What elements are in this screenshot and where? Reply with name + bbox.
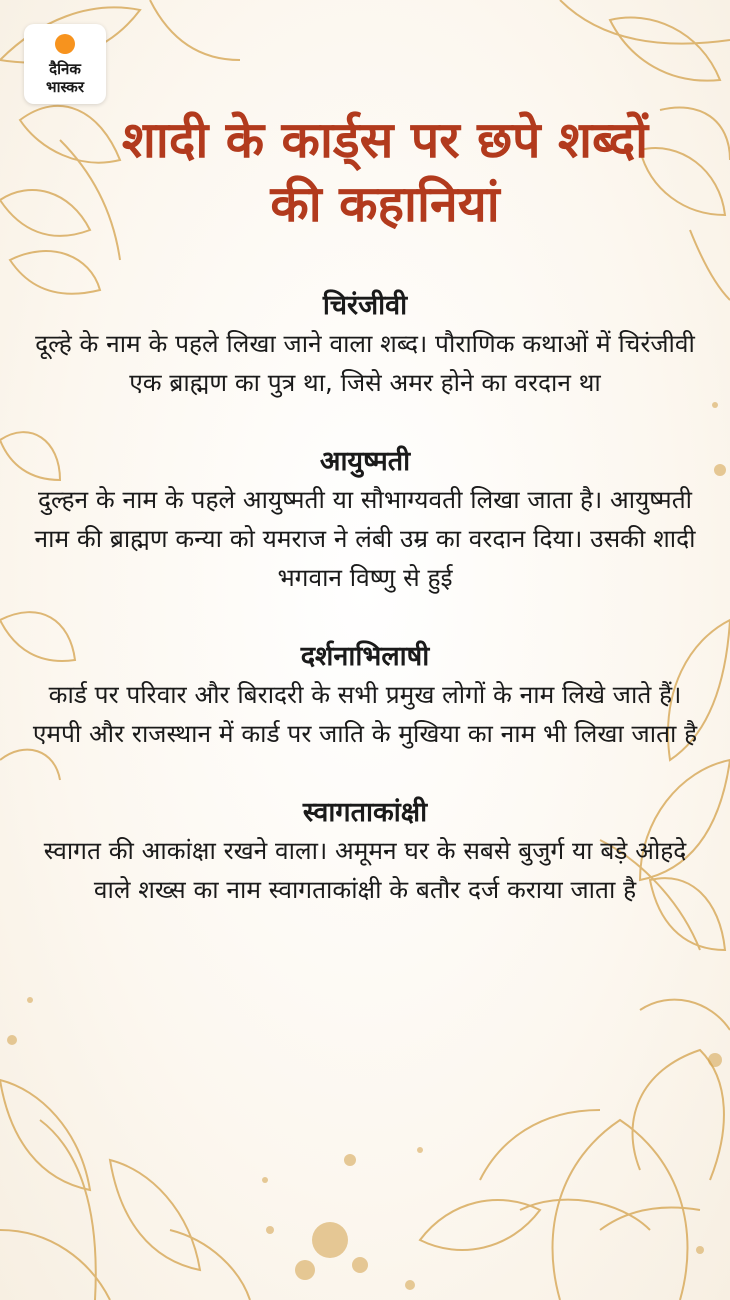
section-heading: चिरंजीवी bbox=[322, 290, 408, 321]
section-text: स्वागत की आकांक्षा रखने वाला। अमूमन घर के सबसे बुजुर्ग या बड़े ओहदे वाले शख्स का नाम स्वागताकांक्षी के बतौर दर्ज कराया जाता है bbox=[43, 836, 687, 904]
section-heading: स्वागताकांक्षी bbox=[302, 797, 428, 828]
dainik-bhaskar-logo bbox=[24, 24, 106, 104]
section-swagatakankshi bbox=[30, 795, 700, 909]
section-darshanabhilashi bbox=[30, 639, 700, 753]
page-title: शादी के कार्ड्स पर छपे शब्दों की कहानियां bbox=[121, 111, 649, 233]
section-text: कार्ड पर परिवार और बिरादरी के सभी प्रमुख लोगों के नाम लिखे जाते हैं। एमपी और राजस्थान में कार्ड पर जाति के मुखिया का नाम भी लिखा जाता है bbox=[32, 680, 698, 748]
section-heading: दर्शनाभिलाषी bbox=[300, 641, 430, 672]
logo-text-line2: भास्कर bbox=[46, 78, 84, 96]
logo-text-line1: दैनिक bbox=[49, 60, 81, 78]
section-heading: आयुष्मती bbox=[319, 446, 411, 477]
section-chiranjeevi bbox=[30, 288, 700, 402]
sun-icon bbox=[55, 34, 75, 54]
section-text: दूल्हे के नाम के पहले लिखा जाने वाला शब्द। पौराणिक कथाओं में चिरंजीवी एक ब्राह्मण का पुत्र था, जिसे अमर होने का वरदान था bbox=[35, 329, 695, 397]
section-text: दुल्हन के नाम के पहले आयुष्मती या सौभाग्यवती लिखा जाता है। आयुष्मती नाम की ब्राह्मण कन्या को यमराज ने लंबी उम्र का वरदान दिया। उसकी शादी भगवान विष्णु से हुई bbox=[34, 485, 696, 592]
sections bbox=[30, 288, 700, 951]
section-ayushmati bbox=[30, 444, 700, 597]
